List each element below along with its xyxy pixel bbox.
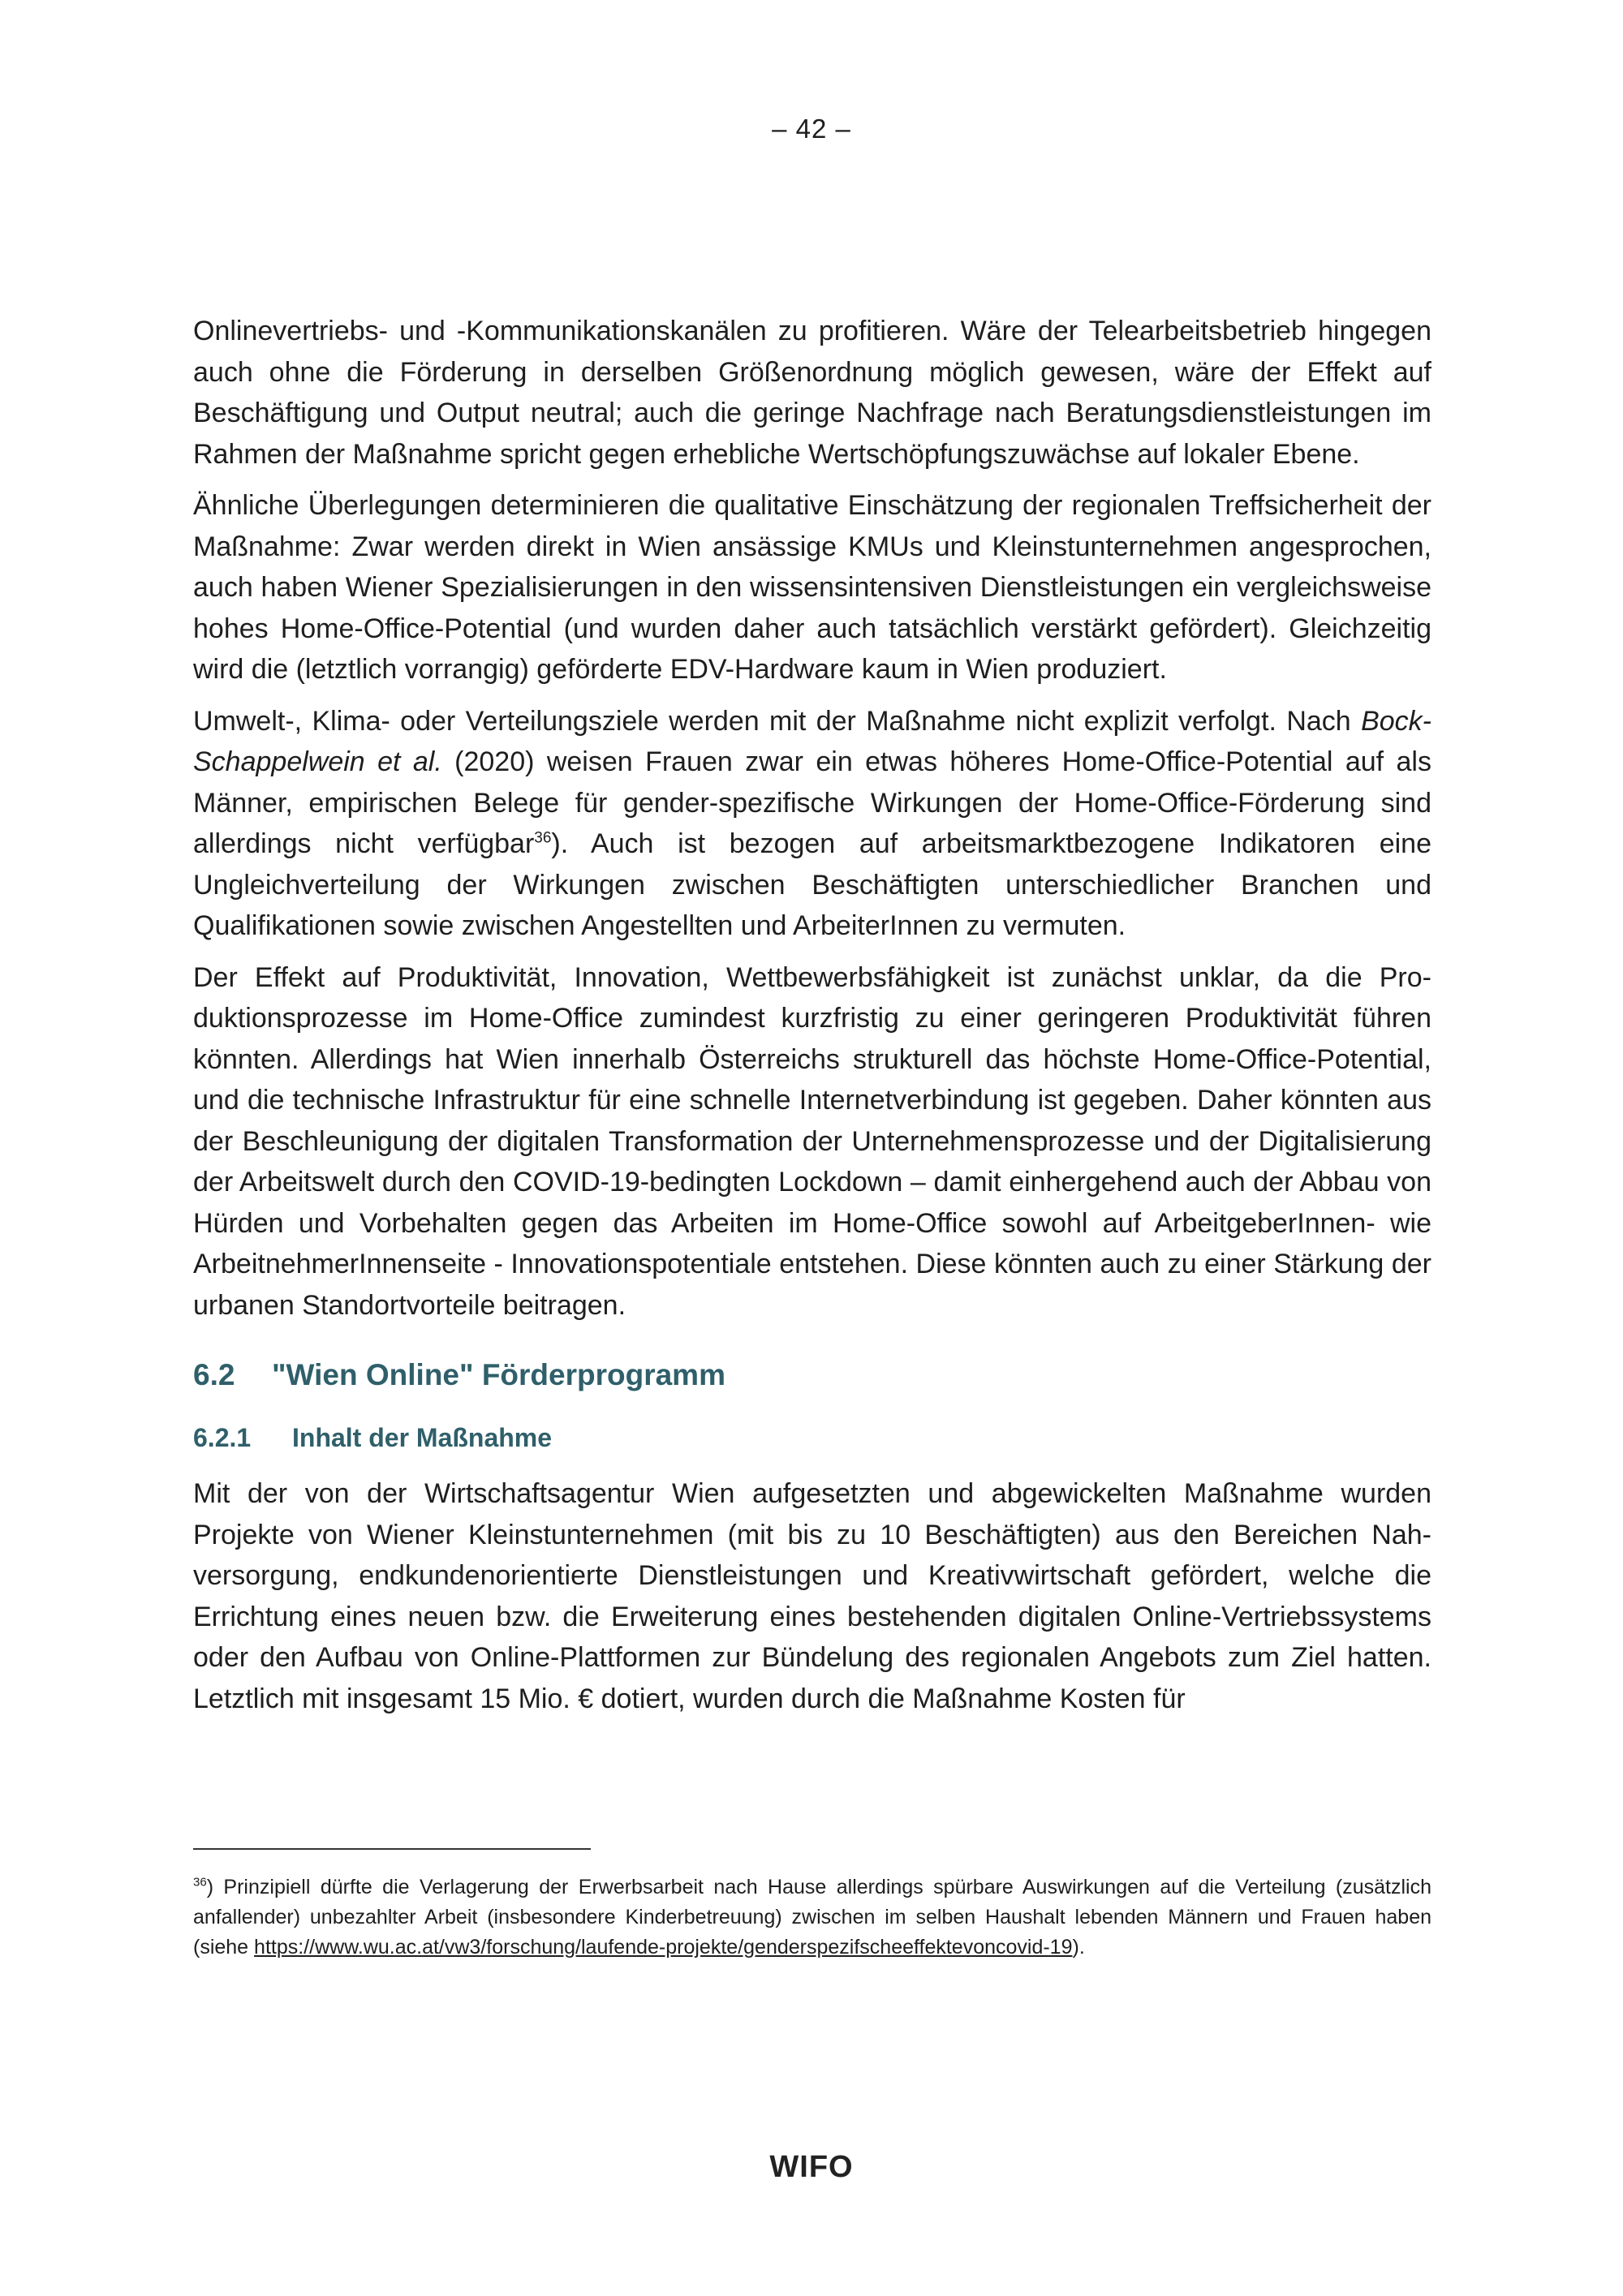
paragraph: Mit der von der Wirtschaftsagentur Wien aufgesetzten und abgewickelten Maßnahme wurden Projekte von Wiener Kleinstunternehmen (mit bis zu 10 Beschäftigten) aus den Bereichen Nahversorgung, endkundenorientierte Dienstleistungen und Kreativwirtschaft gefördert, welche die Errichtung eines neuen bzw. die Erweiterung eines bestehenden digitalen Online-Vertriebssystems oder den Aufbau von Online-Plattformen zur Bündelung des regionalen Angebots zum Ziel hatten. Letztlich mit insgesamt 15 Mio. € dotiert, wurden durch die Maßnahme Kosten für <box>193 1478 1431 1714</box>
subsection-number: 6.2.1 <box>193 1423 252 1452</box>
section-heading <box>193 1358 1431 1404</box>
page-number: – 42 – <box>772 114 851 144</box>
footnote-text: ). <box>1072 1936 1085 1958</box>
paragraph-with-citation <box>193 701 1431 947</box>
footnote-mark: 36 <box>193 1875 207 1890</box>
subsection-title: Inhalt der Maßnahme <box>292 1423 553 1452</box>
footnote-divider <box>193 1848 591 1850</box>
paragraph: Ähnliche Überlegungen determinieren die qualitative Einschätzung der regionalen Treffsicherheit der Maßnahme: Zwar werden direkt in Wien ansässige KMUs und Kleinstunternehmen angesprochen, auch haben Wiener Spezialisierungen in den wissensintensiven Dienstleistungen ein vergleichsweise hohes Home-Office-Potential (und wurden daher auch tatsächlich verstärkt gefördert). Gleichzeitig wird die (letztlich vorrangig) geförderte EDV-Hardware kaum in Wien produziert. <box>193 490 1431 685</box>
subsection-heading <box>193 1423 1431 1460</box>
footnote-reference[interactable]: 36 <box>534 829 552 847</box>
paragraph: Onlinevertriebs- und -Kommunikationskanälen zu profitieren. Wäre der Telearbeitsbetrieb hingegen auch ohne die Förderung in derselben Größenordnung möglich gewesen, wäre der Effekt auf Beschäftigung und Output neutral; auch die geringe Nachfrage nach Beratungsdienstleistungen im Rahmen der Maßnahme spricht gegen erhebliche Wertschöpfungszuwächse auf lokaler Ebene. <box>193 316 1431 470</box>
paragraph: Der Effekt auf Produktivität, Innovation, Wettbewerbsfähigkeit ist zunächst unklar, da die Produktionsprozesse im Home-Office zumindest kurzfristig zu einer geringeren Produktivität führen könnten. Allerdings hat Wien innerhalb Österreichs strukturell das höchste Home-Office-Potential, und die technische Infrastruktur für eine schnelle Internetverbindung ist gegeben. Daher könnten aus der Beschleunigung der digitalen Transformation der Unternehmensprozesse und der Digitalisierung der Arbeitswelt durch den COVID-19-bedingten Lockdown – damit einhergehend auch der Abbau von Hürden und Vorbehalten gegen das Arbeiten im Home-Office sowohl auf ArbeitgeberInnen- wie ArbeitnehmerInnenseite - Innovationspotentiale entstehen. Diese könnten auch zu einer Stärkung der urbanen Standortvorteile beitragen. <box>193 961 1431 1321</box>
footnote-text: ) Prinzipiell dürfte die Verlagerung der Erwerbsarbeit nach Hause allerdings spürbare Auswirkungen auf die Verteilung (zusätzlich anfallender) unbezahlter Arbeit (insbesondere Kinderbetreuung) zwischen im selben Haushalt lebenden Männern und Frauen haben (siehe <box>193 1876 1431 1958</box>
paragraph-text: Umwelt-, Klima- oder Verteilungsziele werden mit der Maßnahme nicht explizit verfolgt. Nach <box>193 705 1362 737</box>
footnote <box>193 1872 1431 1963</box>
citation-authors: Bock-Schappelwein et al. <box>193 705 1431 777</box>
paragraph-text: (2020) weisen Frauen zwar ein etwas höheres Home-Office-Potential auf als Männer, empirischen Belege für gender-spezifische Wirkungen der Home-Office-Förderung sind allerdings nicht verfügbar <box>193 746 1431 859</box>
paragraph-text: ). Auch ist bezogen auf arbeitsmarktbezogene Indikatoren eine Ungleichverteilung der Wirkungen zwischen Beschäftigten unterschiedlicher Branchen und Qualifikationen sowie zwischen Angestellten und ArbeiterInnen zu vermuten. <box>193 828 1431 941</box>
section-number: 6.2 <box>193 1358 235 1391</box>
section-title: "Wien Online" Förderprogramm <box>272 1358 725 1391</box>
body-text <box>193 311 1431 1730</box>
footnote-link[interactable]: https://www.wu.ac.at/vw3/forschung/laufende-projekte/genderspezifscheeffektevoncovid-19 <box>254 1936 1073 1958</box>
wifo-logo: WIFO <box>769 2150 854 2184</box>
